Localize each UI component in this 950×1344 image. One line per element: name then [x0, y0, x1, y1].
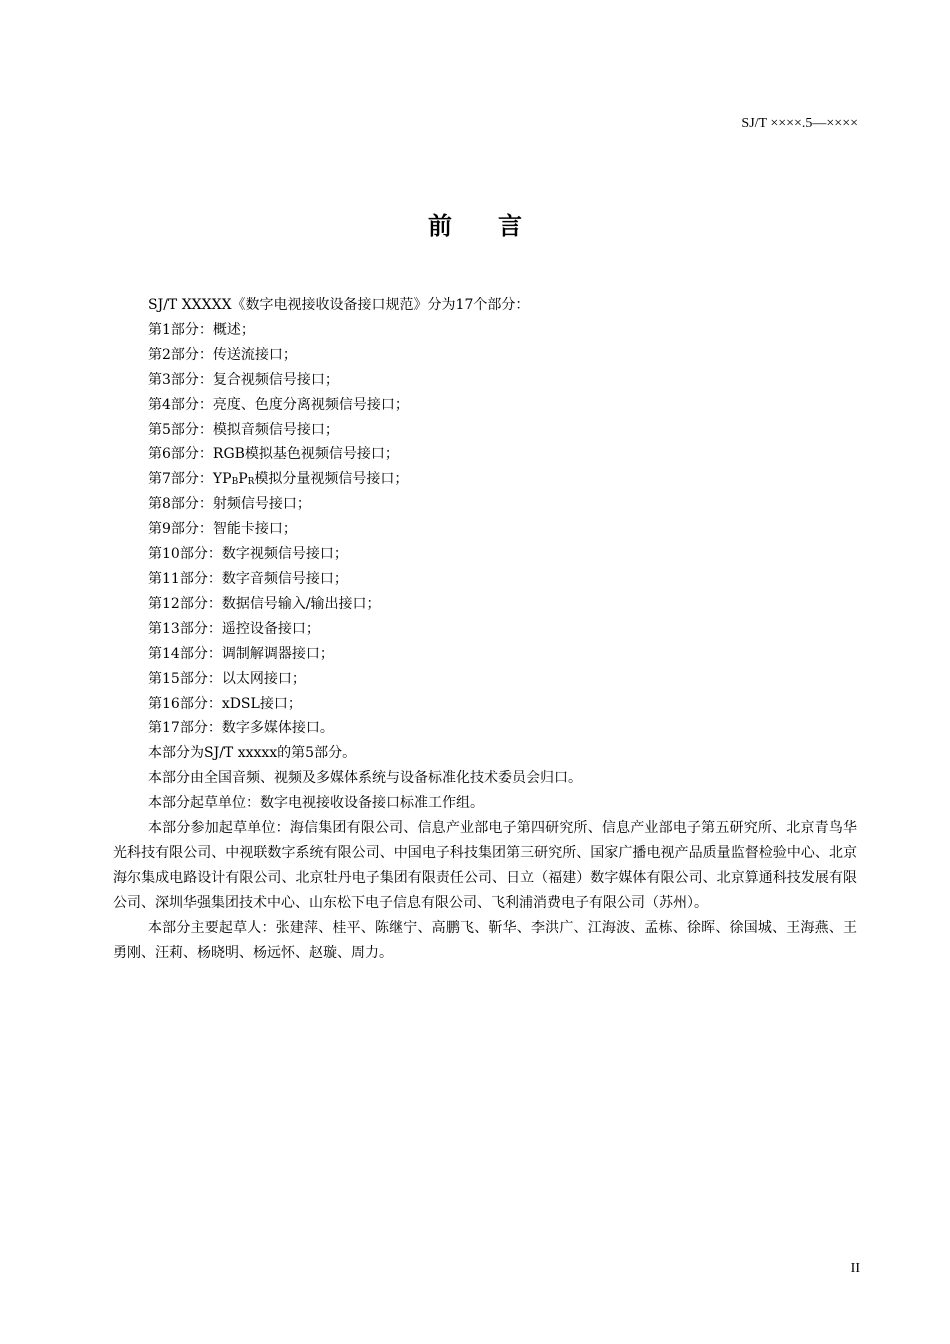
- part-item: 第13部分：遥控设备接口；: [148, 620, 320, 637]
- part-item-p2: P: [238, 471, 248, 488]
- part-item: 第1部分：概述；: [148, 321, 255, 338]
- part-item: 第4部分：亮度、色度分离视频信号接口；: [148, 396, 409, 413]
- part-item: 第11部分：数字音频信号接口；: [148, 570, 348, 587]
- subscript-b: B: [231, 477, 239, 488]
- part-item-ypbpr: [113, 467, 857, 492]
- main-drafters: 本部分主要起草人：张建萍、桂平、陈继宁、高鹏飞、靳华、李洪广、江海波、孟栋、徐晖、徐国城、王海燕、王勇刚、汪莉、杨晓明、杨远怀、赵璇、周力。: [113, 919, 857, 961]
- part-item: 第10部分：数字视频信号接口；: [148, 546, 348, 563]
- part-item: 第3部分：复合视频信号接口；: [148, 371, 339, 388]
- page-number: II: [850, 1261, 860, 1276]
- page-title: 前言: [428, 212, 568, 240]
- part-item: 第16部分：xDSL接口；: [148, 695, 302, 712]
- part-item: 第17部分：数字多媒体接口。: [148, 720, 334, 737]
- part-item-suffix: 模拟分量视频信号接口；: [254, 471, 409, 488]
- part-item-prefix: 第7部分：Y: [148, 471, 223, 488]
- foreword-body: [113, 293, 857, 965]
- part-item: 第8部分：射频信号接口；: [148, 496, 311, 513]
- part-item-p1: P: [222, 471, 232, 488]
- part-item: 第2部分：传送流接口；: [148, 346, 297, 363]
- responsible-committee: 本部分由全国音频、视频及多媒体系统与设备标准化技术委员会归口。: [148, 770, 582, 787]
- part-number-statement: 本部分为SJ/T xxxxx的第5部分。: [148, 745, 357, 762]
- part-item: 第15部分：以太网接口；: [148, 670, 306, 687]
- part-item: 第12部分：数据信号输入/输出接口；: [148, 595, 381, 612]
- subscript-r: R: [247, 477, 255, 488]
- participating-units: 本部分参加起草单位：海信集团有限公司、信息产业部电子第四研究所、信息产业部电子第五研究所、北京青鸟华光科技有限公司、中视联数字系统有限公司、中国电子科技集团第三研究所、国家广播电视产品质量监督检验中心、北京海尔集成电路设计有限公司、北京牡丹电子集团有限责任公司、日立（福建）数字媒体有限公司、北京算通科技发展有限公司、深圳华强集团技术中心、山东松下电子信息有限公司、飞利浦消费电子有限公司（苏州）。: [113, 820, 857, 911]
- part-item: 第5部分：模拟音频信号接口；: [148, 421, 339, 438]
- intro-paragraph: SJ/T XXXXX《数字电视接收设备接口规范》分为17个部分：: [148, 297, 530, 313]
- drafting-unit: 本部分起草单位：数字电视接收设备接口标准工作组。: [148, 795, 484, 812]
- part-item: 第14部分：调制解调器接口；: [148, 645, 334, 662]
- standard-number: SJ/T ××××.5—××××: [741, 116, 858, 131]
- part-item: 第9部分：智能卡接口；: [148, 521, 297, 538]
- part-item: 第6部分：RGB模拟基色视频信号接口；: [148, 446, 399, 463]
